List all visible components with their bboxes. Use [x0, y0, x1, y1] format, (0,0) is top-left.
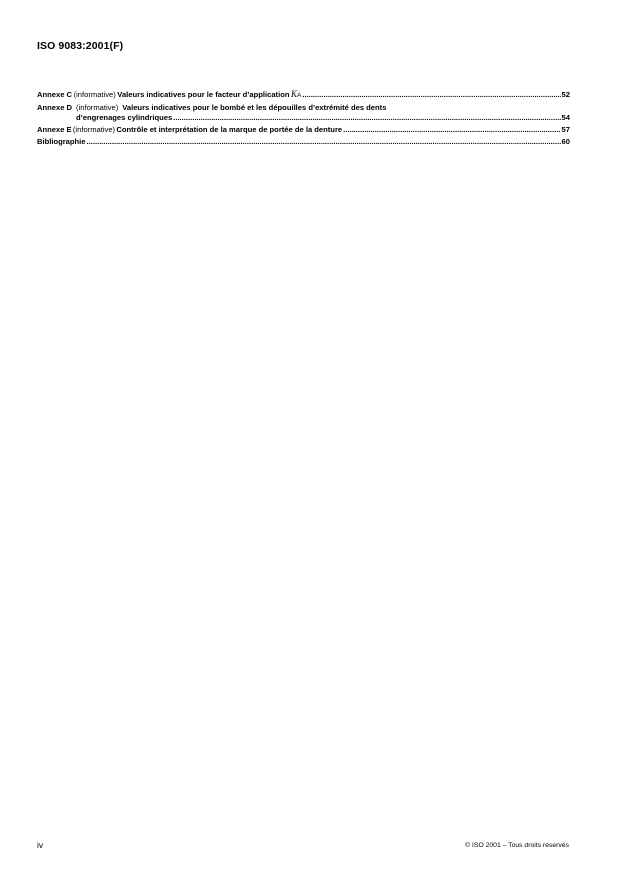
- page-number: 52: [561, 90, 570, 99]
- document-id: ISO 9083:2001(F): [37, 40, 124, 52]
- annex-label: Annexe D: [37, 103, 73, 112]
- toc-entry-bibliography[interactable]: [37, 137, 570, 147]
- page-number-footer: iv: [37, 840, 44, 850]
- annex-type: (informative): [76, 103, 119, 112]
- bibliography-title: Bibliographie: [37, 137, 86, 146]
- dot-leader: [343, 125, 560, 135]
- annex-title: Valeurs indicatives pour le facteur d’application: [117, 90, 290, 99]
- annex-title: Contrôle et interprétation de la marque de portée de la denture: [116, 125, 343, 134]
- copyright-notice: © ISO 2001 – Tous droits réservés: [465, 842, 569, 849]
- dot-leader: [302, 90, 560, 100]
- dot-leader: [173, 113, 560, 123]
- page-number: 57: [561, 125, 570, 134]
- page-number: 54: [561, 113, 570, 122]
- dot-leader: [87, 137, 561, 147]
- annex-label: Annexe C: [37, 90, 73, 99]
- annex-type: (informative): [72, 125, 116, 134]
- table-of-contents: [37, 89, 570, 149]
- math-variable: K: [291, 89, 298, 99]
- toc-entry-annex-c[interactable]: [37, 89, 570, 101]
- annex-title-line-1: Valeurs indicatives pour le bombé et les dépouilles d’extrémité des dents: [122, 103, 387, 112]
- page-number: 60: [561, 137, 570, 146]
- toc-entry-annex-d[interactable]: [37, 103, 570, 123]
- toc-entry-annex-e[interactable]: [37, 125, 570, 135]
- annex-title-line-2: d’engrenages cylindriques: [76, 113, 173, 122]
- annex-label: Annexe E: [37, 125, 72, 134]
- math-subscript: A: [297, 92, 302, 99]
- annex-type: (informative): [73, 90, 116, 99]
